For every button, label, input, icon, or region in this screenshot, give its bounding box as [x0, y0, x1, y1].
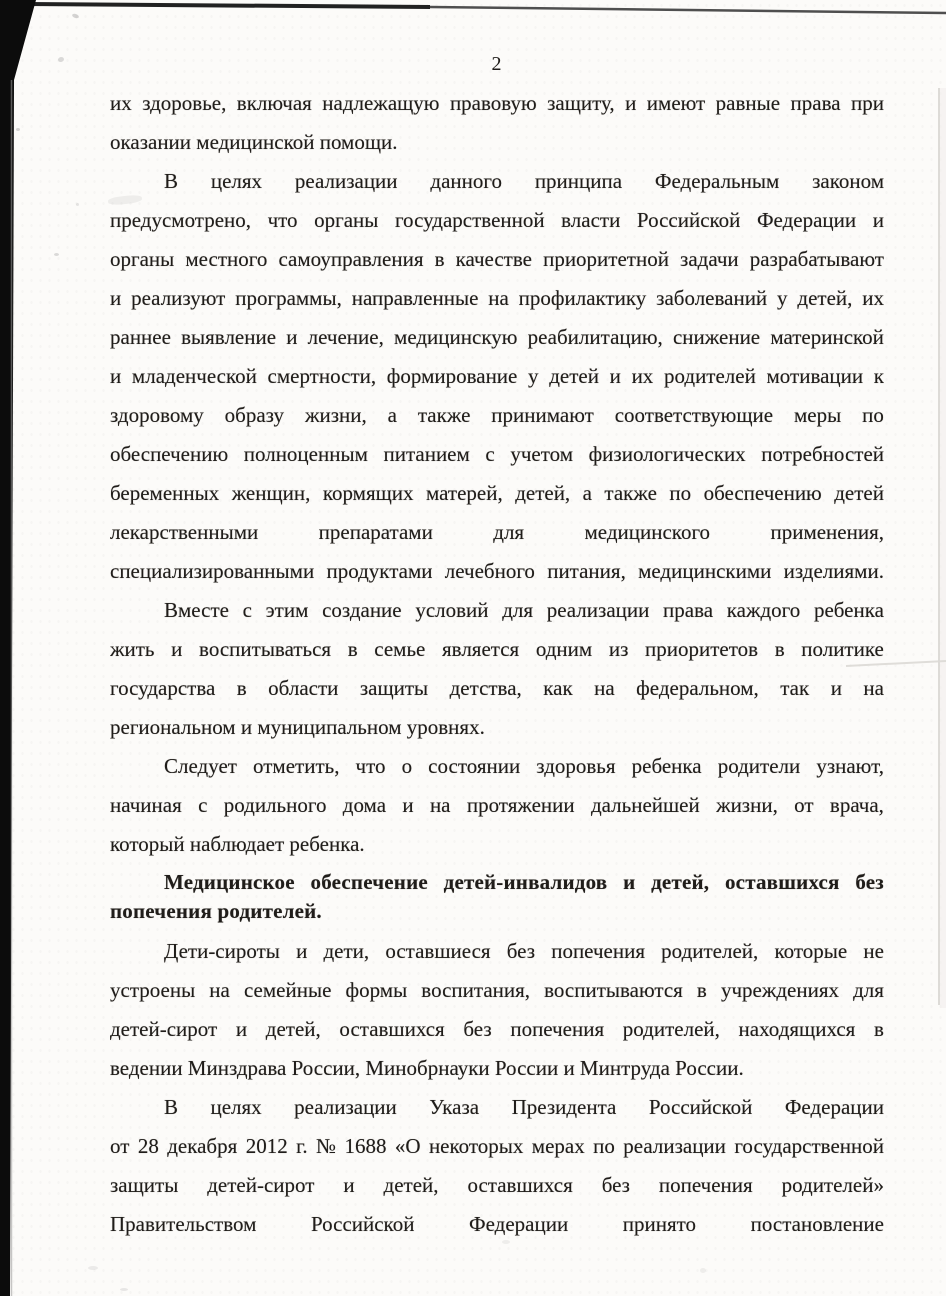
text-line: Вместе с этим создание условий для реализации права каждого ребенка — [164, 598, 884, 622]
page-number: 2 — [491, 53, 503, 75]
text-line: оказании медицинской помощи. — [110, 130, 398, 154]
text-line: который наблюдает ребенка. — [110, 832, 365, 856]
text-line: лекарственными препаратами для медицинского применения, — [110, 520, 884, 544]
text-line: Медицинское обеспечение детей-инвалидов и детей, оставшихся без — [164, 870, 884, 894]
text-line: раннее выявление и лечение, медицинскую реабилитацию, снижение материнской — [110, 325, 884, 349]
scan-speckle — [120, 1288, 128, 1291]
text-line: защиты детей-сирот и детей, оставшихся без попечения родителей» — [110, 1173, 884, 1197]
paragraph — [110, 591, 884, 747]
text-line: ведении Минздрава России, Минобрнауки России и Минтруда России. — [110, 1056, 744, 1080]
text-line: В целях реализации данного принципа Федеральным законом — [164, 169, 884, 193]
text-line: Следует отметить, что о состоянии здоровья ребенка родители узнают, — [164, 754, 884, 778]
paragraph — [110, 162, 884, 591]
text-line: попечения родителей. — [110, 899, 322, 923]
text-line: устроены на семейные формы воспитания, воспитываются в учреждениях для — [110, 978, 884, 1002]
document-body — [110, 84, 884, 1244]
text-line: региональном и муниципальном уровнях. — [110, 715, 485, 739]
text-line: жить и воспитываться в семье является одним из приоритетов в политике — [110, 637, 884, 661]
paragraph — [110, 1088, 884, 1244]
text-line: предусмотрено, что органы государственной власти Российской Федерации и — [110, 208, 884, 232]
text-line: от 28 декабря 2012 г. № 1688 «О некоторых мерах по реализации государственной — [110, 1134, 884, 1158]
text-line: детей-сирот и детей, оставшихся без попечения родителей, находящихся в — [110, 1017, 884, 1041]
text-line: государства в области защиты детства, как на федеральном, так и на — [110, 676, 884, 700]
text-line: и реализуют программы, направленные на профилактику заболеваний у детей, их — [110, 286, 884, 310]
paragraph — [110, 84, 884, 162]
text-line: начиная с родильного дома и на протяжении дальнейшей жизни, от врача, — [110, 793, 884, 817]
text-line: Правительством Российской Федерации принято постановление — [110, 1212, 884, 1236]
text-line: В целях реализации Указа Президента Российской Федерации — [164, 1095, 884, 1119]
text-line: их здоровье, включая надлежащую правовую защиту, и имеют равные права при — [110, 91, 884, 115]
text-line: обеспечению полноценным питанием с учетом физиологических потребностей — [110, 442, 884, 466]
text-line: органы местного самоуправления в качестве приоритетной задачи разрабатывают — [110, 247, 884, 271]
paragraph — [110, 932, 884, 1088]
section-heading — [110, 868, 884, 926]
text-line: специализированными продуктами лечебного питания, медицинскими изделиями. — [110, 559, 884, 583]
text-line: беременных женщин, кормящих матерей, детей, а также по обеспечению детей — [110, 481, 884, 505]
paragraph — [110, 747, 884, 864]
scan-speckle — [700, 1268, 706, 1273]
text-line: Дети-сироты и дети, оставшиеся без попечения родителей, которые не — [164, 939, 884, 963]
scan-smudge — [88, 1266, 98, 1270]
text-line: и младенческой смертности, формирование у детей и их родителей мотивации к — [110, 364, 884, 388]
text-line: здоровому образу жизни, а также принимают соответствующие меры по — [110, 403, 884, 427]
